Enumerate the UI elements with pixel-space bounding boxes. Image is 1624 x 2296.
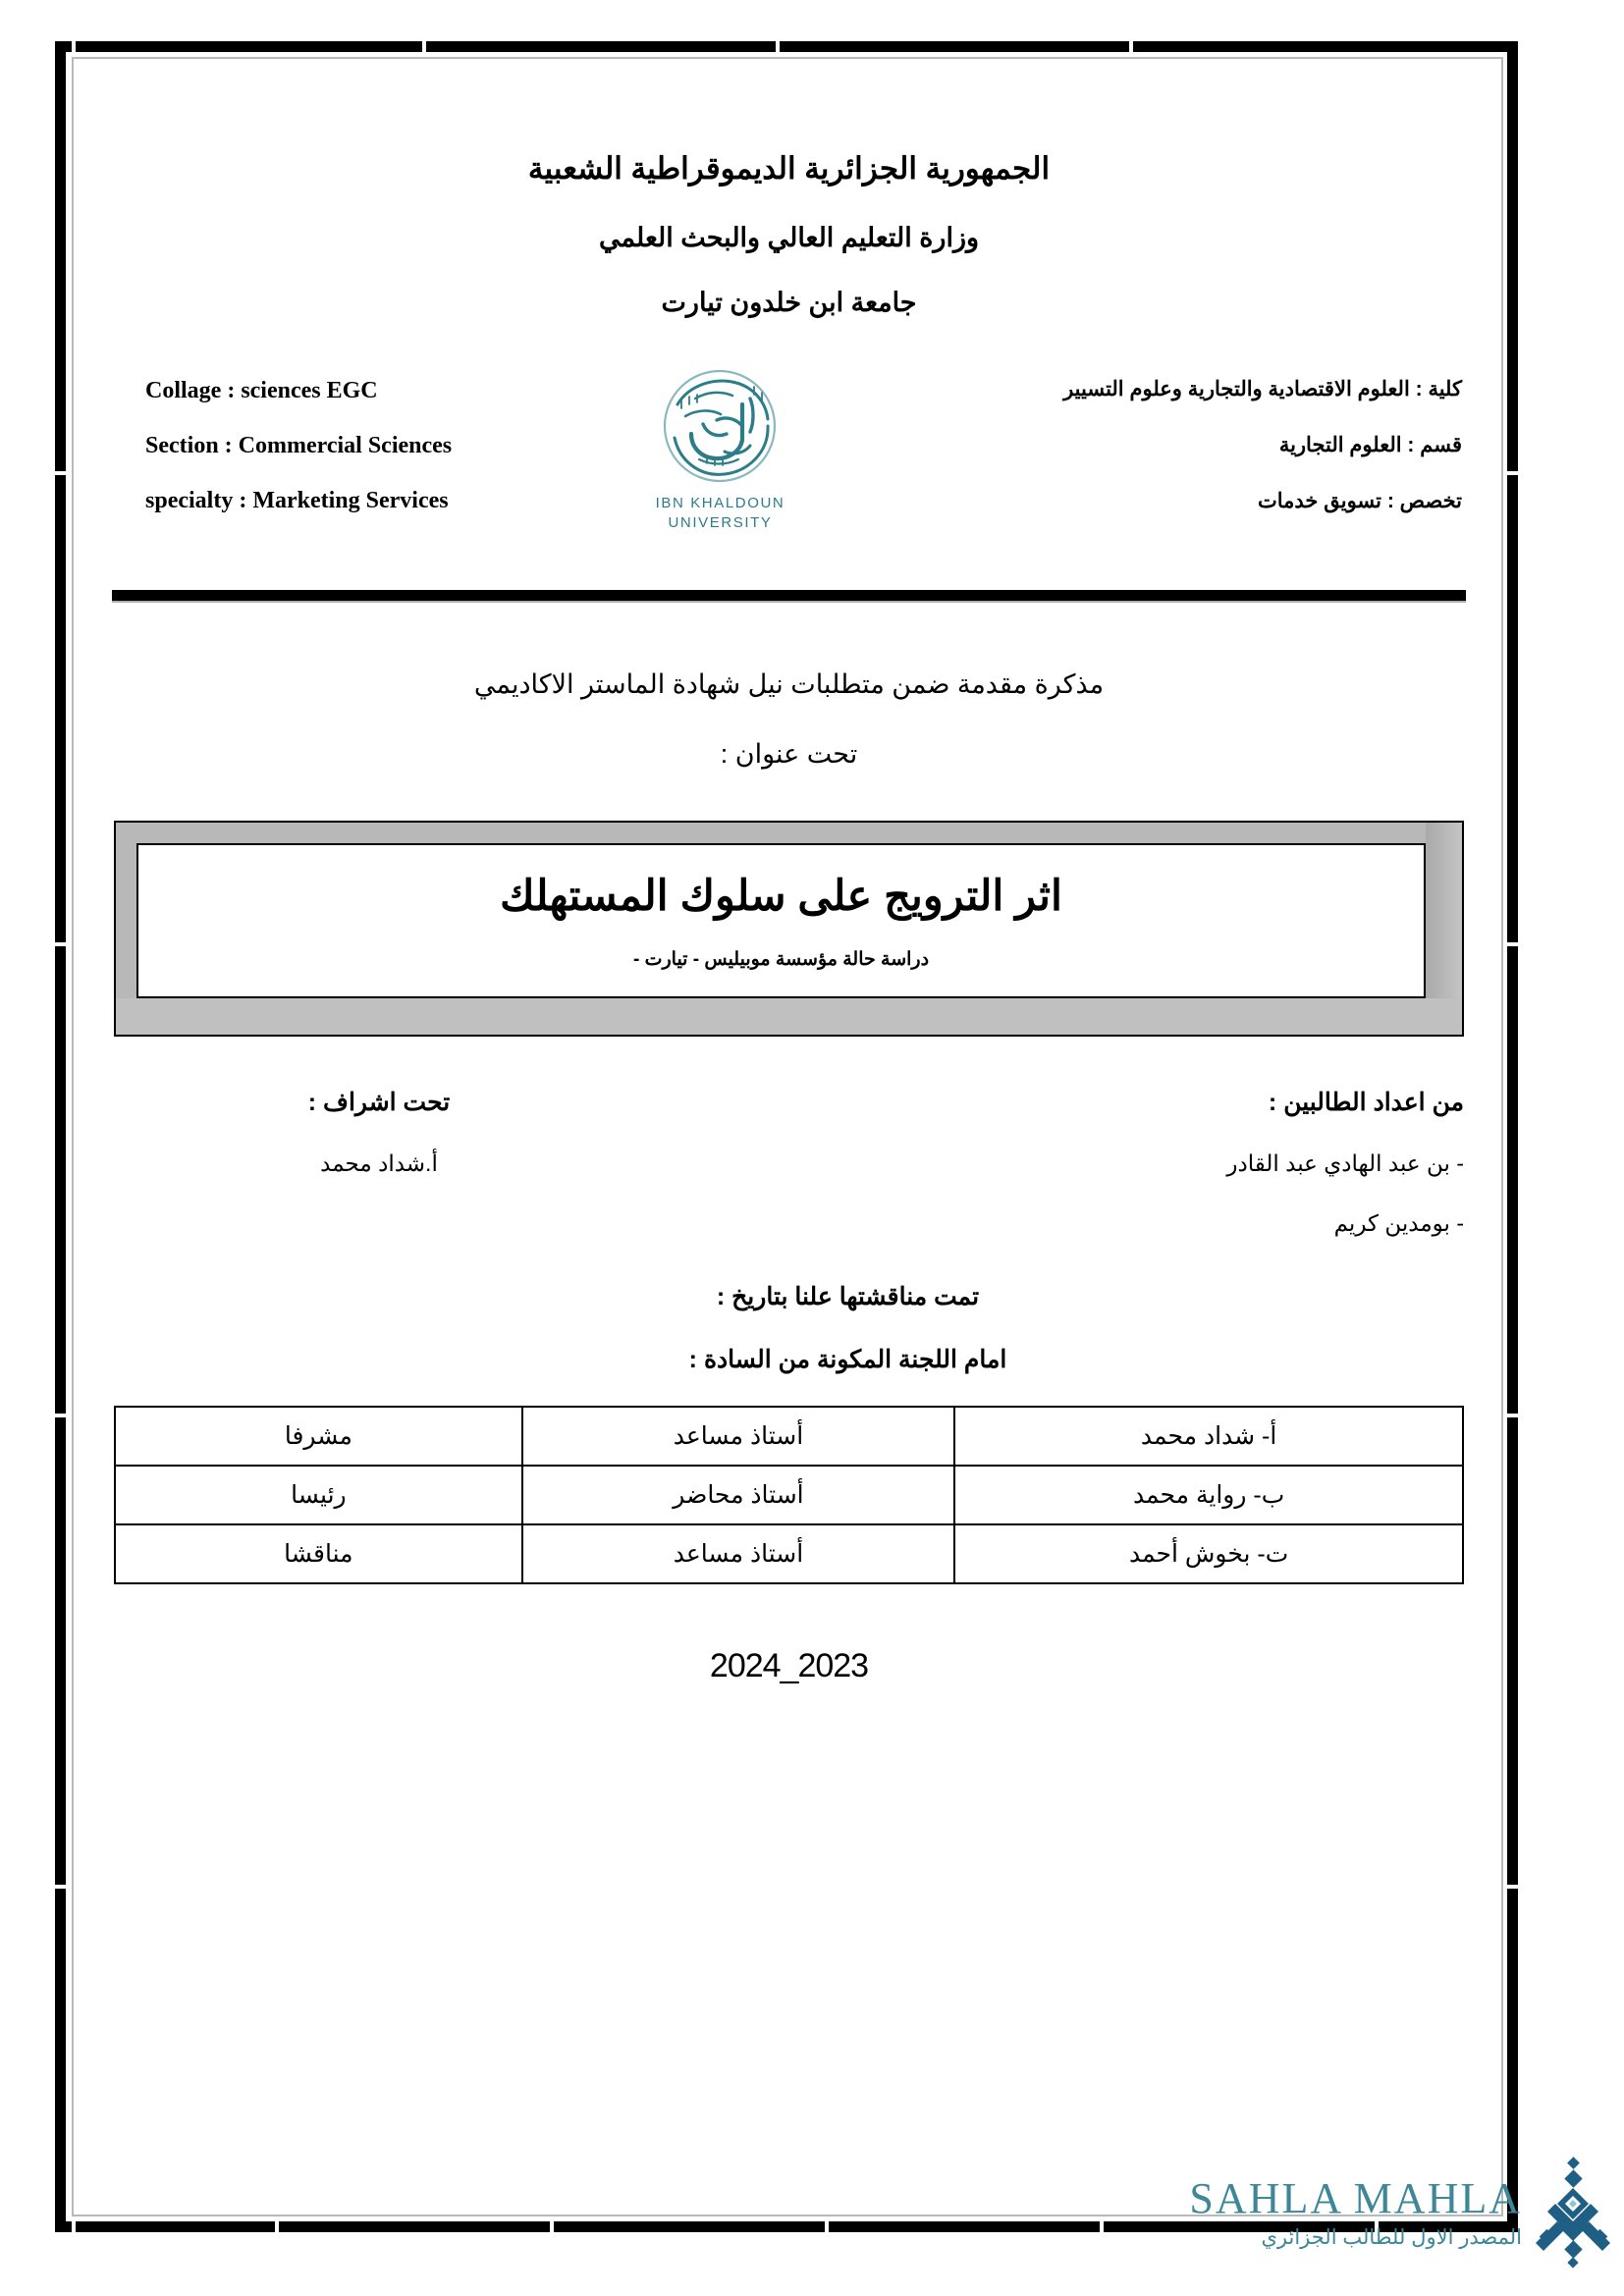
border-segment-gap — [550, 2221, 554, 2232]
academic-year: 2024_2023 — [709, 1647, 869, 1684]
specialty-line: specialty : Marketing Services — [145, 488, 449, 513]
page-content — [94, 79, 1484, 2199]
section-line: Section : Commercial Sciences — [145, 433, 453, 458]
table-row — [115, 1407, 1463, 1466]
jury-table-wrapper — [114, 1406, 1464, 1584]
republic-line: الجمهورية الجزائرية الديموقراطية الشعبية — [527, 151, 1051, 186]
border-segment-gap — [55, 1885, 66, 1889]
students-heading: من اعداد الطالبين : — [1268, 1089, 1464, 1116]
thesis-subtitle: دراسة حالة مؤسسة موبيليس - تيارت - — [632, 948, 930, 970]
jury-rank: أستاذ مساعد — [522, 1407, 954, 1466]
defence-date-line: تمت مناقشتها علنا بتاريخ : — [716, 1283, 980, 1310]
header-divider-rule — [112, 590, 1466, 603]
university-logo — [598, 361, 843, 533]
jury-role: مشرفا — [115, 1407, 522, 1466]
authors-section — [94, 1088, 1484, 1237]
table-row — [115, 1466, 1463, 1524]
watermark-tagline: المصدر الاول للطالب الجزائري — [1261, 2226, 1522, 2249]
border-segment-gap — [55, 942, 66, 946]
border-segment-gap — [1100, 2221, 1104, 2232]
jury-name: ب- رواية محمد — [954, 1466, 1463, 1524]
jury-role: رئيسا — [115, 1466, 522, 1524]
jury-table — [114, 1406, 1464, 1584]
watermark — [1189, 2157, 1618, 2270]
border-segment-gap — [776, 41, 780, 52]
border-segment-gap — [1507, 1885, 1518, 1889]
specialization-line: تخصص : تسويق خدمات — [1257, 490, 1462, 512]
border-segment-gap — [422, 41, 426, 52]
jury-name: أ- شداد محمد — [954, 1407, 1463, 1466]
thesis-title: اثر الترويج على سلوك المستهلك — [500, 872, 1062, 920]
jury-role: مناقشا — [115, 1524, 522, 1583]
ministry-line: وزارة التعليم العالي والبحث العلمي — [598, 223, 980, 252]
supervisor-column — [114, 1088, 644, 1177]
border-segment-gap — [72, 2221, 76, 2232]
department-line: قسم : العلوم التجارية — [1278, 434, 1462, 456]
border-segment-gap — [55, 1414, 66, 1417]
students-column — [836, 1088, 1464, 1237]
student-name: - بومدين كريم — [1333, 1210, 1464, 1236]
border-segment-gap — [1507, 471, 1518, 475]
berber-diamond-motif-icon — [1528, 2157, 1618, 2270]
title-box — [114, 821, 1464, 1037]
institutional-heading — [94, 151, 1484, 318]
jury-rank: أستاذ مساعد — [522, 1524, 954, 1583]
border-segment-gap — [1507, 942, 1518, 946]
logo-caption-line2: UNIVERSITY — [668, 514, 773, 532]
faculty-line: كلية : العلوم الاقتصادية والتجارية وعلوم التسيير — [1063, 378, 1462, 400]
title-box-face — [136, 843, 1426, 998]
supervisor-heading: تحت اشراف : — [307, 1089, 451, 1116]
border-segment-gap — [825, 2221, 829, 2232]
committee-intro-line: امام اللجنة المكونة من السادة : — [688, 1346, 1007, 1373]
watermark-brand: SAHLA MAHLA — [1189, 2174, 1522, 2222]
defence-section — [94, 1282, 1484, 1374]
border-segment-gap — [55, 471, 66, 475]
submission-line: مذكرة مقدمة ضمن متطلبات نيل شهادة الماستر الاكاديمي — [473, 669, 1105, 699]
border-segment-gap — [1129, 41, 1133, 52]
border-segment-gap — [1507, 1414, 1518, 1417]
logo-caption-line1: IBN KHALDOUN — [655, 495, 785, 511]
supervisor-name: أ.شداد محمد — [320, 1150, 438, 1176]
table-row — [115, 1524, 1463, 1583]
border-segment-gap — [275, 2221, 279, 2232]
faculty-band — [94, 361, 1484, 547]
ibn-khaldoun-university-seal-icon — [656, 365, 784, 493]
title-box-bevel-bottom — [116, 998, 1462, 1035]
jury-name: ت- بخوش أحمد — [954, 1524, 1463, 1583]
faculty-band-english — [145, 361, 568, 544]
submission-note — [94, 669, 1484, 770]
jury-rank: أستاذ محاضر — [522, 1466, 954, 1524]
under-title-label: تحت عنوان : — [720, 739, 858, 769]
faculty-band-arabic — [873, 361, 1462, 547]
student-name: - بن عبد الهادي عبد القادر — [1226, 1150, 1464, 1176]
university-line: جامعة ابن خلدون تيارت — [661, 288, 917, 317]
collage-line: Collage : sciences EGC — [145, 378, 378, 403]
border-segment-gap — [72, 41, 76, 52]
